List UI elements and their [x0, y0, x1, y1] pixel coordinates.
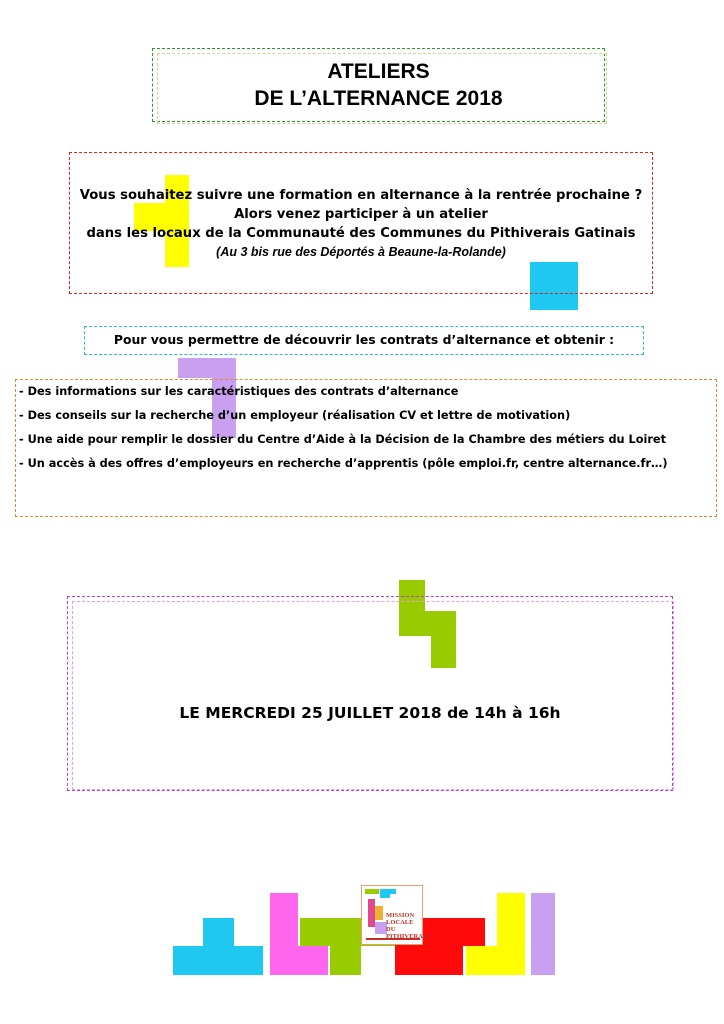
list-item: - Une aide pour remplir le dossier du Centre d’Aide à la Décision de la Chambre des métiers du Loiret [19, 433, 666, 446]
benefits-list [19, 384, 719, 480]
list-item: - Un accès à des offres d’employeurs en recherche d’apprentis (pôle emploi.fr, centre alternance.fr…) [19, 457, 668, 470]
intro-address: (Au 3 bis rue des Déportés à Beaune-la-Rolande) [216, 245, 506, 259]
event-date: LE MERCREDI 25 JUILLET 2018 de 14h à 16h [179, 704, 561, 722]
list-item: - Des conseils sur la recherche d’un employeur (réalisation CV et lettre de motivation) [19, 409, 571, 422]
title-line-1: ATELIERS [327, 60, 430, 83]
intro-line-3: dans les locaux de la Communauté des Communes du Pithiverais Gatinais [86, 226, 636, 241]
intro-line-2: Alors venez participer à un atelier [234, 207, 488, 222]
list-item: - Des informations sur les caractéristiques des contrats d’alternance [19, 385, 459, 398]
bottom-lavender-bar [531, 893, 555, 975]
title-line-2: DE L’ALTERNANCE 2018 [254, 87, 503, 110]
date-frame-inner [72, 601, 674, 790]
page-title [152, 58, 605, 112]
purpose-text: Pour vous permettre de découvrir les contrats d’alternance et obtenir : [113, 332, 615, 347]
intro-line-1: Vous souhaitez suivre une formation en alternance à la rentrée prochaine ? [79, 188, 643, 203]
logo-wordmark: MISSION LOCALE DU PITHIVERAIS [386, 912, 429, 940]
intro-block [69, 186, 653, 262]
